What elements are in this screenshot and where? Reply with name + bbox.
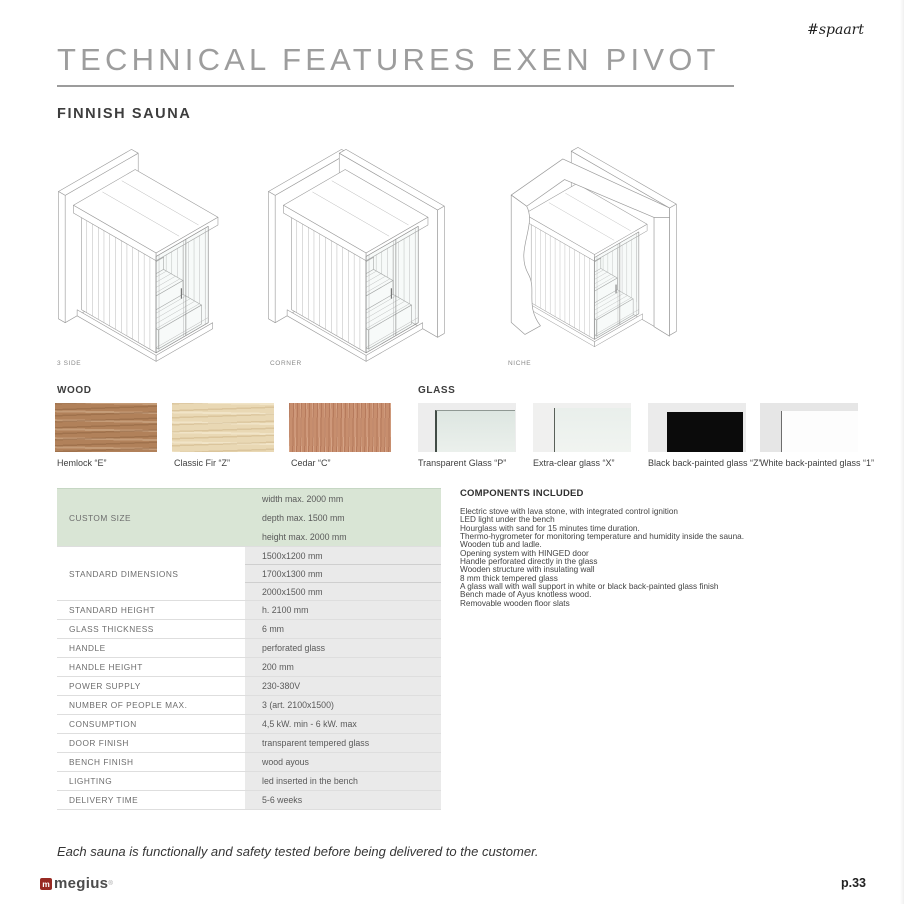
spec-values bbox=[245, 772, 441, 790]
component-item: A glass wall with wall support in white or black back-painted glass finish bbox=[460, 582, 719, 592]
spec-label: GLASS THICKNESS bbox=[69, 624, 154, 634]
component-item: Handle perforated directly in the glass bbox=[460, 557, 598, 567]
component-item: LED light under the bench bbox=[460, 515, 555, 525]
sauna-3side-svg bbox=[52, 142, 243, 364]
spec-value: 2000x1500 mm bbox=[262, 586, 323, 597]
brand-tag: #spaart bbox=[807, 22, 864, 38]
spec-label: LIGHTING bbox=[69, 776, 113, 786]
glass-heading: GLASS bbox=[418, 385, 456, 396]
spec-label: DOOR FINISH bbox=[69, 738, 129, 748]
spec-row bbox=[57, 771, 441, 790]
glass-swatch-extraclear bbox=[533, 403, 631, 452]
wood-swatch-label: Hemlock “E” bbox=[57, 458, 107, 468]
spec-row bbox=[57, 600, 441, 619]
drawing-label-3side: 3 SIDE bbox=[57, 360, 82, 367]
spec-label: BENCH FINISH bbox=[69, 757, 134, 767]
spec-label: NUMBER OF PEOPLE MAX. bbox=[69, 700, 188, 710]
spec-row bbox=[57, 714, 441, 733]
spec-label: STANDARD HEIGHT bbox=[69, 605, 156, 615]
component-item: 8 mm thick tempered glass bbox=[460, 573, 558, 583]
spec-row bbox=[57, 733, 441, 752]
spec-row bbox=[57, 657, 441, 676]
component-item: Bench made of Ayus knotless wood. bbox=[460, 590, 592, 600]
megius-logo-text: megius bbox=[54, 875, 109, 892]
spec-row bbox=[57, 488, 441, 546]
wood-grain-texture bbox=[55, 403, 157, 452]
spec-table bbox=[57, 488, 441, 810]
spec-value: transparent tempered glass bbox=[262, 738, 370, 748]
components-heading: COMPONENTS INCLUDED bbox=[460, 488, 584, 499]
spec-value: 4,5 kW. min - 6 kW. max bbox=[262, 719, 357, 729]
spec-value: led inserted in the bench bbox=[262, 776, 358, 786]
spec-value: h. 2100 mm bbox=[262, 605, 309, 615]
spec-values bbox=[245, 791, 441, 809]
sauna-corner-drawing bbox=[262, 142, 453, 364]
page-edge-shadow bbox=[900, 0, 904, 904]
spec-value: 5-6 weeks bbox=[262, 795, 303, 805]
component-item: Opening system with HINGED door bbox=[460, 548, 589, 558]
spec-row bbox=[57, 695, 441, 714]
wood-swatch-hemlock bbox=[55, 403, 157, 452]
spec-values bbox=[245, 639, 441, 657]
sauna-3side-drawing bbox=[52, 142, 243, 364]
megius-logo-icon: m bbox=[40, 878, 52, 890]
spec-label: HANDLE HEIGHT bbox=[69, 662, 143, 672]
spec-value: 3 (art. 2100x1500) bbox=[262, 700, 334, 710]
wood-swatch-label: Classic Fir “Z” bbox=[174, 458, 230, 468]
spec-values bbox=[245, 715, 441, 733]
spec-label: DELIVERY TIME bbox=[69, 795, 139, 805]
glass-swatch-black bbox=[648, 403, 746, 452]
spec-value: 1500x1200 mm bbox=[245, 547, 441, 565]
glass-swatch-transparent bbox=[418, 403, 516, 452]
wood-swatch-fir bbox=[172, 403, 274, 452]
spec-values bbox=[245, 677, 441, 695]
spec-value: height max. 2000 mm bbox=[262, 531, 347, 542]
spec-values bbox=[245, 696, 441, 714]
spec-value: perforated glass bbox=[262, 643, 326, 653]
spec-row bbox=[57, 638, 441, 657]
spec-label: POWER SUPPLY bbox=[69, 681, 141, 691]
spec-values bbox=[245, 601, 441, 619]
spec-values bbox=[245, 658, 441, 676]
components-panel bbox=[460, 488, 896, 608]
glass-swatch-label: Extra-clear glass “X” bbox=[533, 458, 615, 468]
component-item: Hourglass with sand for 15 minutes time duration. bbox=[460, 523, 640, 533]
registered-mark: ® bbox=[108, 880, 113, 887]
spec-value: 200 mm bbox=[262, 662, 294, 672]
glass-pane bbox=[667, 412, 743, 452]
page-number: p.33 bbox=[840, 876, 866, 890]
spec-value: 1700x1300 mm bbox=[245, 565, 441, 583]
spec-label: HANDLE bbox=[69, 643, 106, 653]
wood-grain-texture bbox=[289, 403, 391, 452]
wood-heading: WOOD bbox=[57, 385, 92, 396]
spec-row bbox=[57, 619, 441, 638]
page-title: TECHNICAL FEATURES EXEN PIVOT bbox=[57, 42, 734, 87]
sauna-corner-svg bbox=[262, 142, 453, 364]
section-subtitle: FINNISH SAUNA bbox=[57, 106, 192, 122]
wood-grain-texture bbox=[172, 403, 274, 452]
spec-row bbox=[57, 790, 441, 810]
component-item: Wooden tub and ladle. bbox=[460, 540, 542, 550]
glass-pane bbox=[554, 408, 631, 452]
component-item: Thermo-hygrometer for monitoring temperature and humidity inside the sauna. bbox=[460, 532, 744, 542]
spec-values bbox=[245, 620, 441, 638]
component-item: Removable wooden floor slats bbox=[460, 598, 570, 608]
spec-row bbox=[57, 752, 441, 771]
wood-swatch-label: Cedar “C” bbox=[291, 458, 331, 468]
spec-label: CUSTOM SIZE bbox=[69, 512, 132, 523]
drawing-label-corner: CORNER bbox=[270, 360, 302, 367]
wood-swatch-cedar bbox=[289, 403, 391, 452]
spec-row bbox=[57, 546, 441, 600]
sauna-niche-svg bbox=[494, 140, 685, 362]
spec-value: 6 mm bbox=[262, 624, 284, 634]
glass-swatch-label: Black back-painted glass “Z” bbox=[648, 458, 762, 468]
glass-swatch-label: Transparent Glass “P” bbox=[418, 458, 507, 468]
components-list bbox=[460, 508, 896, 608]
glass-pane bbox=[781, 411, 858, 452]
spec-value: width max. 2000 mm bbox=[262, 493, 344, 504]
glass-pane bbox=[435, 410, 515, 452]
glass-swatch-label: White back-painted glass “1” bbox=[760, 458, 875, 468]
spec-label: CONSUMPTION bbox=[69, 719, 137, 729]
spec-value: depth max. 1500 mm bbox=[262, 512, 345, 523]
spec-value: wood ayous bbox=[262, 757, 309, 767]
spec-row bbox=[57, 676, 441, 695]
sauna-niche-drawing bbox=[494, 140, 685, 362]
spec-values bbox=[245, 547, 441, 600]
spec-value: 230-380V bbox=[262, 681, 301, 691]
component-item: Electric stove with lava stone, with integrated control ignition bbox=[460, 507, 678, 516]
component-item: Wooden structure with insulating wall bbox=[460, 565, 595, 575]
footer-note: Each sauna is functionally and safety tested before being delivered to the customer. bbox=[57, 844, 539, 859]
spec-values bbox=[245, 734, 441, 752]
glass-swatch-white bbox=[760, 403, 858, 452]
drawing-label-niche: NICHE bbox=[508, 360, 532, 367]
megius-logo bbox=[40, 875, 113, 892]
spec-label: STANDARD DIMENSIONS bbox=[69, 568, 179, 579]
spec-values bbox=[245, 489, 441, 546]
spec-values bbox=[245, 753, 441, 771]
